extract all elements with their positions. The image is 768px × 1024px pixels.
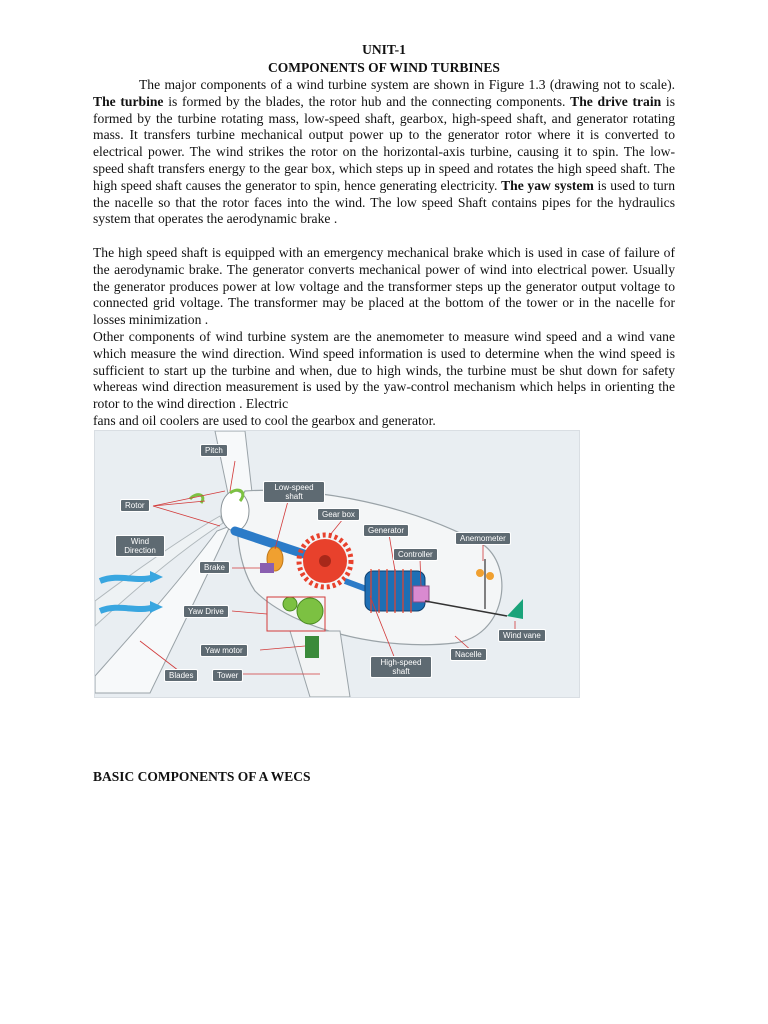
label-controller: Controller: [393, 548, 438, 561]
section-heading: BASIC COMPONENTS OF A WECS: [93, 769, 311, 784]
label-anemometer: Anemometer: [455, 532, 511, 545]
label-rotor: Rotor: [120, 499, 150, 512]
turbine-illustration: [95, 431, 579, 697]
unit-heading: UNIT-1: [362, 42, 406, 57]
wind-turbine-diagram: [94, 430, 580, 698]
paragraph-text: is formed by the turbine rotating mass, low-speed shaft, gearbox, high-speed shaft, and generator rotating mass. It transfers turbine mechanical output power up to the generator rotor where it is converted to electrical power. The wind strikes the rotor on the horizontal-axis turbine, causing it to spin. The low-speed shaft transfers energy to the gear box, which steps up in speed and rotates the high speed shaft. The high speed shaft causes the generator to spin, hence generating electricity.: [93, 93, 675, 193]
paragraph-text: The major components of a wind turbine system are shown in Figure 1.3 (drawing not to scale).: [139, 77, 675, 92]
paragraph-brake-generator: The high speed shaft is equipped with an emergency mechanical brake which is used in case of failure of the aerodynamic brake. The generator converts mechanical power of wind into electrical power. Usually the generator produces power at low voltage and the transformer steps up the generator output voltage to connected grid voltage. The transformer may be placed at the bottom of the tower or in the nacelle for losses minimization .: [93, 245, 675, 328]
label-pitch: Pitch: [200, 444, 228, 457]
paragraph-intro: [93, 77, 675, 228]
label-wind-vane: Wind vane: [498, 629, 546, 642]
label-yaw-drive: Yaw Drive: [183, 605, 229, 618]
term-yaw-system: The yaw system: [501, 177, 594, 193]
label-high-speed-shaft: High-speed shaft: [370, 656, 432, 678]
paragraph-text-last-line: fans and oil coolers are used to cool the gearbox and generator.: [93, 412, 436, 428]
paragraph-sensors: [93, 329, 675, 430]
paragraph-text: is formed by the blades, the rotor hub and the connecting components.: [163, 93, 571, 109]
label-nacelle: Nacelle: [450, 648, 487, 661]
term-turbine: The turbine: [93, 93, 164, 109]
paragraph-text: is used to turn the nacelle so that the rotor faces into the wind. The low speed Shaft contains pipes for the hydraulics system that operates the aerodynamic brake .: [93, 177, 675, 227]
label-low-speed-shaft: Low-speed shaft: [263, 481, 325, 503]
label-blades: Blades: [164, 669, 198, 682]
label-gear-box: Gear box: [317, 508, 360, 521]
label-wind-direction: Wind Direction: [115, 535, 165, 557]
page-title: COMPONENTS OF WIND TURBINES: [268, 60, 500, 75]
label-generator: Generator: [363, 524, 409, 537]
label-brake: Brake: [199, 561, 230, 574]
label-yaw-motor: Yaw motor: [200, 644, 248, 657]
paragraph-text: Other components of wind turbine system are the anemometer to measure wind speed and a wind vane which measure the wind direction. Wind speed information is used to determine when the wind speed is sufficient to start up the turbine and when, due to high winds, the turbine must be shut down for safety whereas wind direction measurement is used by the yaw-control mechanism which helps in orienting the rotor to the wind direction . Electric: [93, 329, 675, 412]
label-tower: Tower: [212, 669, 243, 682]
term-drive-train: The drive train: [570, 93, 662, 109]
